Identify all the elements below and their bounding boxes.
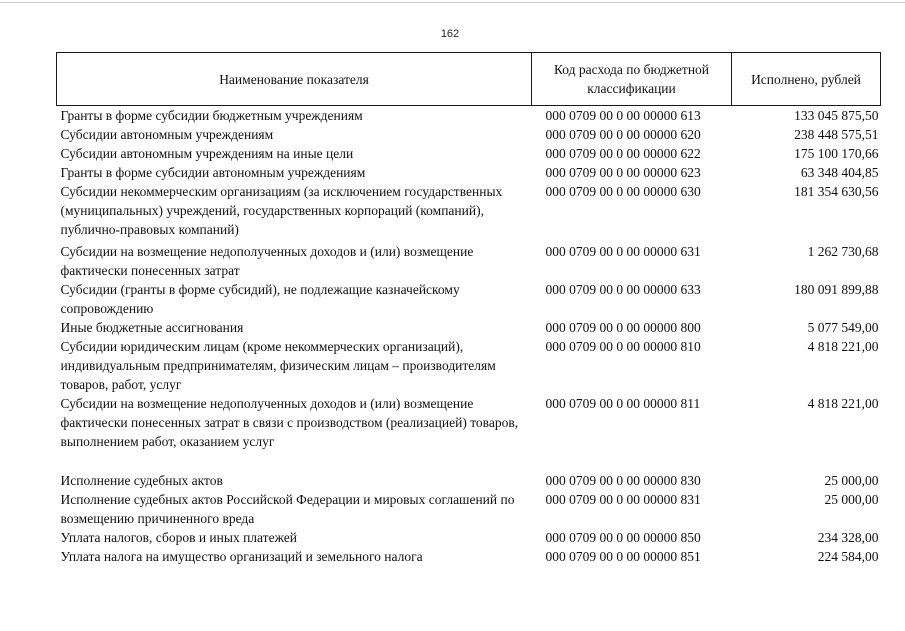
row-code: 000 0709 00 0 00 00000 800 [545, 320, 701, 335]
row-name: Субсидии некоммерческим организациям (за исключением государственных (муниципальных) учреждений, государственных корпораций (компаний), публично-правовых компаний) [60, 184, 503, 237]
row-name: Исполнение судебных актов [60, 473, 223, 488]
table-row [57, 163, 881, 182]
row-code: 000 0709 00 0 00 00000 851 [545, 549, 701, 564]
row-name: Субсидии юридическим лицам (кроме некоммерческих организаций), индивидуальным предпринимателям, физическим лицам – производителям товаров, работ, услуг [60, 339, 496, 392]
row-code: 000 0709 00 0 00 00000 622 [545, 146, 701, 161]
row-amount: 5 077 549,00 [807, 320, 879, 335]
table-spacer-row [57, 451, 881, 471]
row-code: 000 0709 00 0 00 00000 633 [545, 282, 701, 297]
row-amount: 238 448 575,51 [794, 127, 879, 142]
row-code: 000 0709 00 0 00 00000 623 [545, 165, 701, 180]
row-code: 000 0709 00 0 00 00000 810 [545, 339, 701, 354]
row-name: Гранты в форме субсидии бюджетным учреждениям [60, 108, 363, 123]
row-name: Субсидии на возмещение недополученных доходов и (или) возмещение фактически понесенных затрат в связи с производством (реализацией) товаров, выполнением работ, оказанием услуг [60, 396, 519, 449]
row-code: 000 0709 00 0 00 00000 630 [545, 184, 701, 199]
column-header-name: Наименование показателя [57, 53, 532, 106]
row-code: 000 0709 00 0 00 00000 811 [545, 396, 701, 411]
table-row [57, 547, 881, 566]
table-row [57, 125, 881, 144]
table-row [57, 280, 881, 318]
row-amount: 25 000,00 [824, 492, 879, 507]
row-amount: 25 000,00 [824, 473, 879, 488]
row-name: Субсидии автономным учреждениям на иные цели [60, 146, 354, 161]
row-code: 000 0709 00 0 00 00000 613 [545, 108, 701, 123]
table-row [57, 182, 881, 242]
row-code: 000 0709 00 0 00 00000 631 [545, 244, 701, 259]
row-amount: 234 328,00 [817, 530, 879, 545]
row-amount: 224 584,00 [817, 549, 879, 564]
row-amount: 4 818 221,00 [807, 339, 879, 354]
row-code: 000 0709 00 0 00 00000 831 [545, 492, 701, 507]
row-name: Субсидии на возмещение недополученных доходов и (или) возмещение фактически понесенных затрат [60, 244, 474, 278]
row-amount: 1 262 730,68 [807, 244, 879, 259]
row-amount: 63 348 404,85 [800, 165, 879, 180]
row-name: Субсидии (гранты в форме субсидий), не подлежащие казначейскому сопровождению [60, 282, 460, 316]
page-number: 162 [440, 28, 460, 40]
table-row [57, 106, 881, 126]
table-row [57, 394, 881, 451]
row-name: Гранты в форме субсидии автономным учреждениям [60, 165, 366, 180]
table-row [57, 490, 881, 528]
table-row [57, 337, 881, 394]
row-name: Исполнение судебных актов Российской Федерации и мировых соглашений по возмещению причиненного вреда [60, 492, 515, 526]
budget-execution-table [56, 52, 881, 566]
row-amount: 180 091 899,88 [794, 282, 879, 297]
row-amount: 133 045 875,50 [794, 108, 879, 123]
table-header-row [57, 53, 881, 106]
row-amount: 4 818 221,00 [807, 396, 879, 411]
table-row [57, 242, 881, 280]
row-amount: 181 354 630,56 [794, 184, 879, 199]
table-row [57, 471, 881, 490]
table-row [57, 318, 881, 337]
row-name: Субсидии автономным учреждениям [60, 127, 274, 142]
table-row [57, 528, 881, 547]
row-name: Иные бюджетные ассигнования [60, 320, 244, 335]
column-header-code: Код расхода по бюджетной классификации [532, 53, 732, 106]
table-row [57, 144, 881, 163]
spacer-cell [732, 451, 881, 471]
row-amount: 175 100 170,66 [794, 146, 879, 161]
row-code: 000 0709 00 0 00 00000 830 [545, 473, 701, 488]
row-code: 000 0709 00 0 00 00000 850 [545, 530, 701, 545]
page-top-rule [0, 2, 905, 3]
column-header-amount: Исполнено, рублей [732, 53, 881, 106]
row-name: Уплата налога на имущество организаций и земельного налога [60, 549, 423, 564]
spacer-cell [532, 451, 732, 471]
spacer-cell [57, 451, 532, 471]
row-name: Уплата налогов, сборов и иных платежей [60, 530, 297, 545]
row-code: 000 0709 00 0 00 00000 620 [545, 127, 701, 142]
